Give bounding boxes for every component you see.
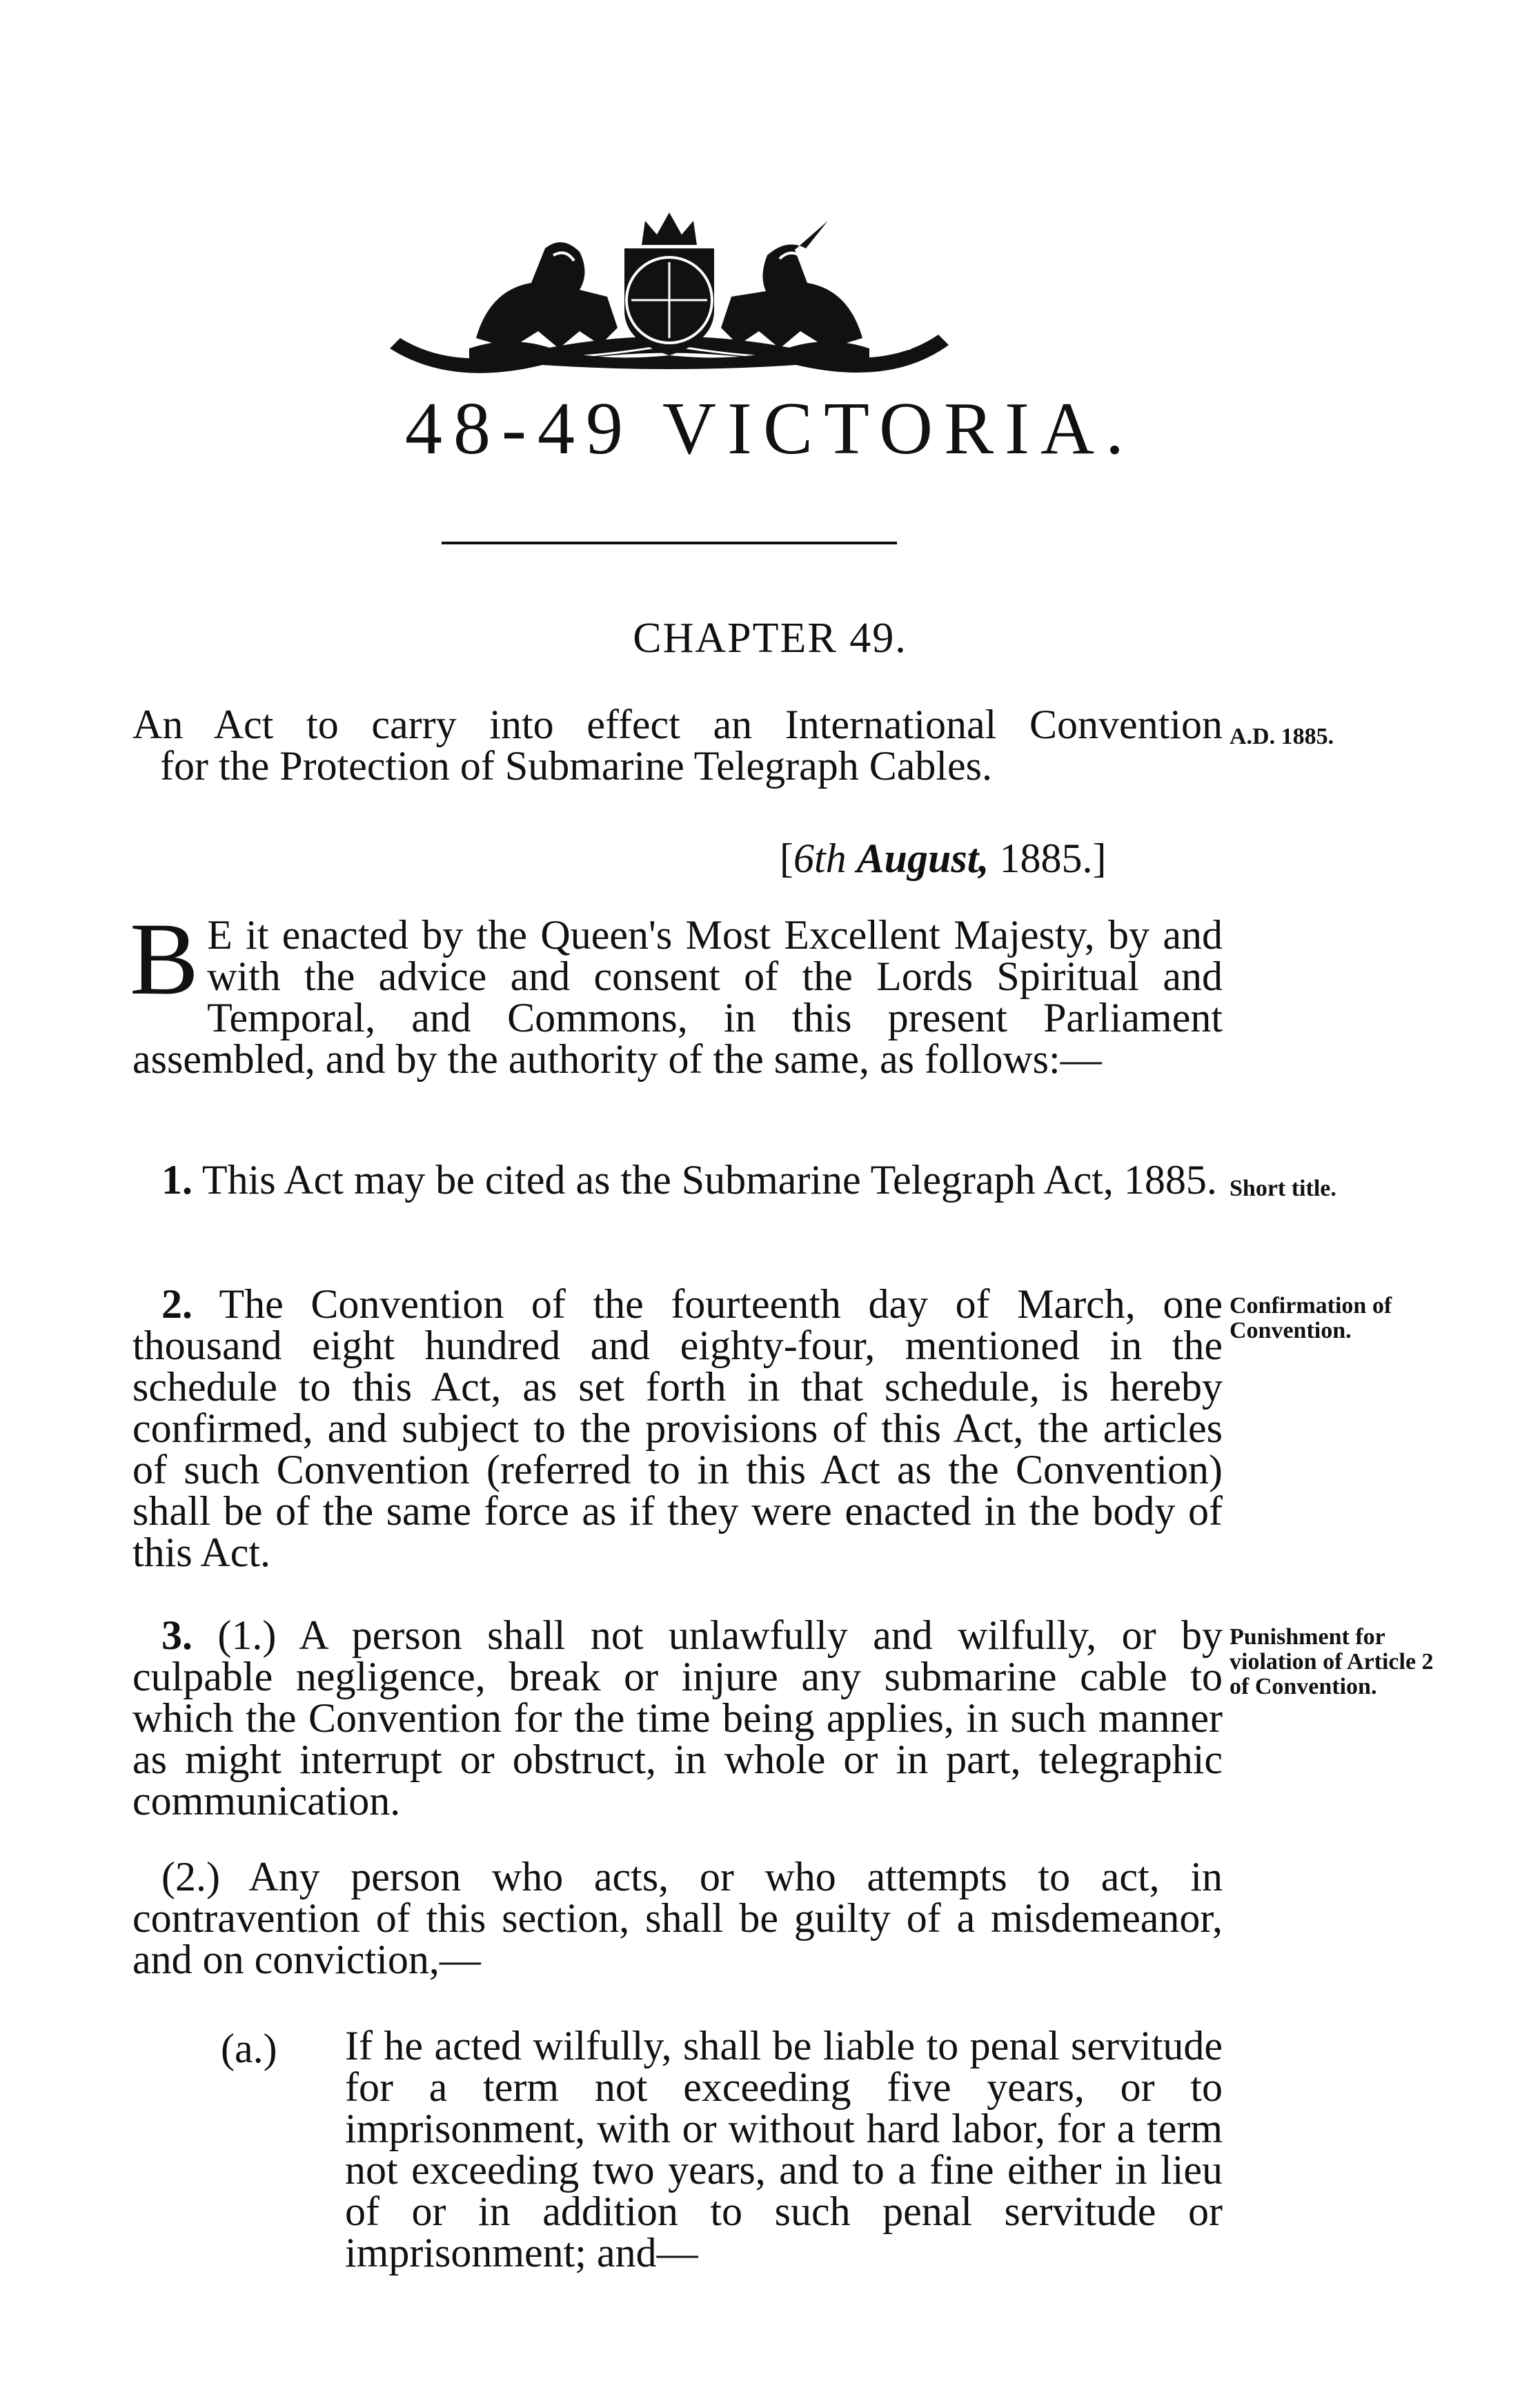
date-open-bracket: [ <box>780 836 793 881</box>
section-text: The Convention of the fourteenth day of March, one thousand eight hundred and eighty-four, mentioned in the schedule to this Act, as set forth in that schedule, is hereby confirmed, and subject to the provisions of this Act, the articles of such Convention (referred to in this Act as the Convention) shall be of the same force as if they were enacted in the body of this Act. <box>132 1281 1223 1575</box>
section-number: 2. <box>161 1281 192 1327</box>
section-3-subsection-1 <box>132 1612 1223 1824</box>
drop-cap: B <box>130 902 199 1016</box>
margin-note-short-title: Short title. <box>1230 1176 1336 1201</box>
section-2 <box>132 1283 1223 1573</box>
royal-assent-date <box>780 835 1106 882</box>
margin-note-year: A.D. 1885. <box>1230 724 1334 749</box>
enacting-text: E it enacted by the Queen's Most Excellent Majesty, by and with the advice and consent of the Lords Spiritual and Temporal, and Commons, in this present Parliament assembled, and by the authority of the same, as follows:— <box>132 912 1223 1082</box>
margin-note-punishment: Punishment for violation of Article 2 of Convention. <box>1230 1624 1434 1699</box>
chapter-heading: CHAPTER 49. <box>633 615 907 662</box>
section-3-subsection-2 <box>132 1856 1223 1980</box>
section-1 <box>132 1159 1223 1201</box>
paragraph-label: (a.) <box>221 2026 277 2071</box>
title-divider <box>442 542 897 544</box>
section-text: (1.) A person shall not unlawfully and wilfully, or by culpable negligence, break or injure any submarine cable to which the Convention for the time being applies, in such manner as might interrupt or obstruct, in whole or in part, telegraphic communication. <box>132 1612 1223 1824</box>
section-number: 3. <box>161 1612 192 1658</box>
margin-note-confirmation: Confirmation of Convention. <box>1230 1293 1392 1343</box>
reign-title: 48-49 VICTORIA. <box>404 388 1135 470</box>
long-title-line-1: An Act to carry into effect an International Convention <box>132 702 1223 747</box>
date-month: August, <box>856 836 989 881</box>
date-year: 1885.] <box>999 836 1107 881</box>
long-title-line-2: for the Protection of Submarine Telegraph Cables. <box>160 743 993 789</box>
paragraph-a <box>221 2025 1223 2273</box>
section-text: (2.) Any person who acts, or who attempts to act, in contravention of this section, shall be guilty of a misdemeanor, and on conviction,— <box>132 1854 1223 1982</box>
enacting-clause <box>130 902 1223 1082</box>
long-title <box>132 704 1223 787</box>
paragraph-text: If he acted wilfully, shall be liable to penal servitude for a term not exceeding five years, or to imprisonment, with or without hard labor, for a term not exceeding two years, and to a fine either in lieu of or in addition to such penal servitude or imprisonment; and— <box>345 2023 1223 2275</box>
date-day: 6th <box>793 836 847 881</box>
royal-arms-crest-icon <box>373 207 966 379</box>
section-number: 1. <box>161 1157 192 1203</box>
section-text: This Act may be cited as the Submarine Telegraph Act, 1885. <box>201 1157 1217 1203</box>
